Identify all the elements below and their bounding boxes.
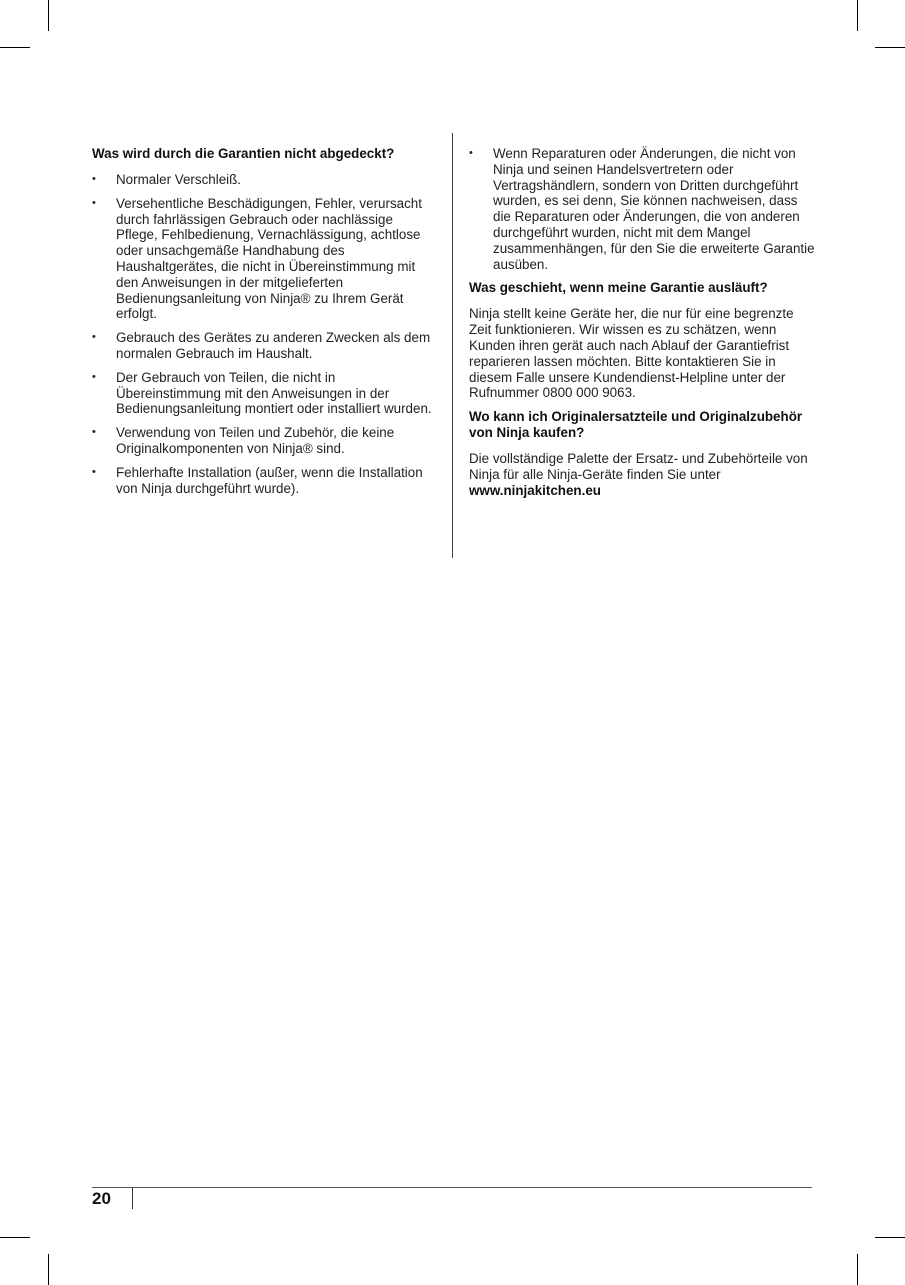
- right-column: [469, 146, 815, 507]
- crop-mark: [48, 0, 49, 31]
- list-item: • Normaler Verschleiß.: [92, 172, 438, 188]
- list-item: • Verwendung von Teilen und Zubehör, die keine Originalkomponenten von Ninja® sind.: [92, 425, 438, 457]
- crop-mark: [48, 1254, 49, 1285]
- crop-mark: [875, 47, 905, 48]
- section-heading-not-covered: Was wird durch die Garantien nicht abgedeckt?: [92, 146, 395, 161]
- left-column: [92, 146, 438, 504]
- column-divider: [452, 133, 453, 558]
- crop-mark: [857, 0, 858, 31]
- section-heading-warranty-expires: Was geschieht, wenn meine Garantie ausläuft?: [469, 280, 768, 296]
- original-parts-paragraph: [469, 451, 815, 498]
- warranty-expires-paragraph: Ninja stellt keine Geräte her, die nur für eine begrenzte Zeit funktionieren. Wir wissen es zu schätzen, wenn Kunden ihren gerät auch nach Ablauf der Garantiefrist reparieren lassen möchten. Bitte kontaktieren Sie in diesem Falle unsere Kundendienst-Helpline unter der Rufnummer 0800 000 9063.: [469, 306, 794, 401]
- crop-mark: [0, 47, 30, 48]
- crop-mark: [0, 1237, 30, 1238]
- list-item: • Der Gebrauch von Teilen, die nicht in Übereinstimmung mit den Anweisungen in der Bedienungsanleitung montiert oder installiert wurden.: [92, 370, 438, 417]
- footer-separator: [132, 1188, 133, 1209]
- footer-rule: [92, 1187, 812, 1188]
- list-item: • Wenn Reparaturen oder Änderungen, die nicht von Ninja und seinen Handelsvertretern oder Vertragshändlern, sondern von Dritten durchgeführt wurden, es sei denn, Sie können nachweisen, dass die Reparaturen oder Änderungen, die von anderen durchgeführt wurden, nicht mit dem Mangel zusammenhängen, für den Sie die erweiterte Garantie ausüben.: [469, 146, 815, 272]
- section-heading-original-parts: Wo kann ich Originalersatzteile und Originalzubehör von Ninja kaufen?: [469, 409, 803, 441]
- not-covered-list-continued: [469, 146, 815, 272]
- list-item: • Fehlerhafte Installation (außer, wenn die Installation von Ninja durchgeführt wurde).: [92, 465, 438, 497]
- page-number: 20: [92, 1189, 111, 1208]
- website-link[interactable]: www.ninjakitchen.eu: [469, 482, 601, 498]
- list-item: • Gebrauch des Gerätes zu anderen Zwecken als dem normalen Gebrauch im Haushalt.: [92, 330, 438, 362]
- list-item: • Versehentliche Beschädigungen, Fehler, verursacht durch fahrlässigen Gebrauch oder nachlässige Pflege, Fehlbedienung, Vernachlässigung, achtlose oder unsachgemäße Handhabung des Haushaltgerätes, die nicht in Übereinstimmung mit den Anweisungen in der mitgelieferten Bedienungsanleitung von Ninja® zu Ihrem Gerät erfolgt.: [92, 196, 438, 322]
- not-covered-list: [92, 172, 438, 496]
- crop-mark: [875, 1237, 905, 1238]
- original-parts-text: Die vollständige Palette der Ersatz- und Zubehörteile von Ninja für alle Ninja-Geräte finden Sie unter: [469, 451, 808, 482]
- crop-mark: [857, 1254, 858, 1285]
